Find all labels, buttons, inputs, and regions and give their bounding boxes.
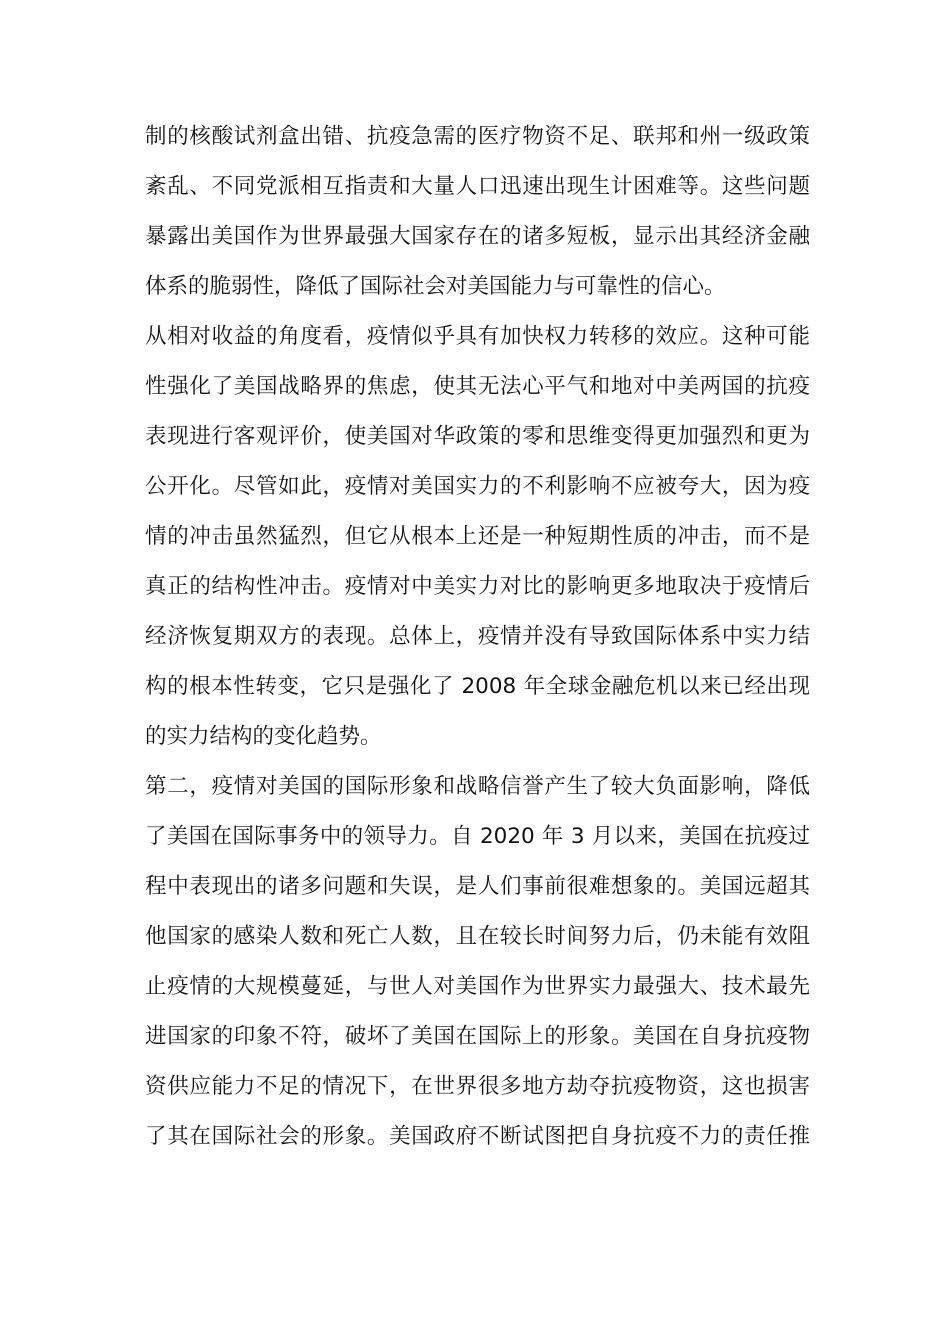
text-line: 公开化。尽管如此，疫情对美国实力的不利影响不应被夸大，因为疫 bbox=[145, 474, 810, 499]
text-line: 他国家的感染人数和死亡人数，且在较长时间努力后，仍未能有效阻 bbox=[145, 924, 810, 949]
text-line: 紊乱、不同党派相互指责和大量人口迅速出现生计困难等。这些问题 bbox=[145, 174, 810, 199]
text-line: 表现进行客观评价，使美国对华政策的零和思维变得更加强烈和更为 bbox=[145, 424, 810, 449]
text-line: 的实力结构的变化趋势。 bbox=[145, 724, 382, 749]
text-line: 暴露出美国作为世界最强大国家存在的诸多短板，显示出其经济金融 bbox=[145, 224, 810, 249]
text-line: 体系的脆弱性，降低了国际社会对美国能力与可靠性的信心。 bbox=[145, 274, 726, 299]
text-line: 程中表现出的诸多问题和失误，是人们事前很难想象的。美国远超其 bbox=[145, 874, 810, 899]
text-line: 资供应能力不足的情况下，在世界很多地方劫夺抗疫物资，这也损害 bbox=[145, 1074, 810, 1099]
text-line: 性强化了美国战略界的焦虑，使其无法心平气和地对中美两国的抗疫 bbox=[145, 374, 810, 399]
text-line: 真正的结构性冲击。疫情对中美实力对比的影响更多地取决于疫情后 bbox=[145, 574, 810, 599]
text-line: 第二，疫情对美国的国际形象和战略信誉产生了较大负面影响，降低 bbox=[145, 774, 810, 799]
text-line: 了美国在国际事务中的领导力。自 2020 年 3 月以来，美国在抗疫过 bbox=[145, 824, 810, 849]
text-line: 止疫情的大规模蔓延，与世人对美国作为世界实力最强大、技术最先 bbox=[145, 974, 810, 999]
text-line: 从相对收益的角度看，疫情似乎具有加快权力转移的效应。这种可能 bbox=[145, 324, 810, 349]
text-line: 进国家的印象不符，破坏了美国在国际上的形象。美国在自身抗疫物 bbox=[145, 1024, 810, 1049]
text-line: 构的根本性转变，它只是强化了 2008 年全球金融危机以来已经出现 bbox=[145, 674, 810, 699]
text-line: 制的核酸试剂盒出错、抗疫急需的医疗物资不足、联邦和州一级政策 bbox=[145, 124, 810, 149]
text-line: 经济恢复期双方的表现。总体上，疫情并没有导致国际体系中实力结 bbox=[145, 624, 810, 649]
text-line: 了其在国际社会的形象。美国政府不断试图把自身抗疫不力的责任推 bbox=[145, 1124, 810, 1149]
text-line: 情的冲击虽然猛烈，但它从根本上还是一种短期性质的冲击，而不是 bbox=[145, 524, 810, 549]
